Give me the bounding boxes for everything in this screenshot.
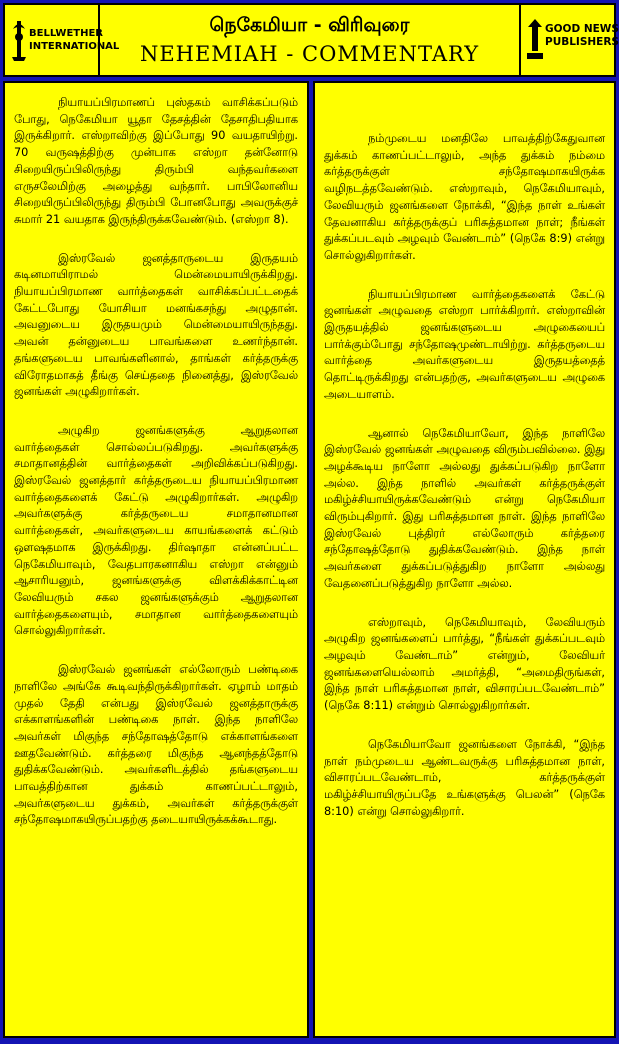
right-column bbox=[313, 81, 616, 1038]
bellwether-ram-icon bbox=[11, 17, 27, 61]
paragraph: நியாயப்பிரமாண வார்த்தைகளைக் கேட்டு ஜனங்கள் அழுவதை எஸ்றா பார்க்கிறார். எஸ்றாவின் இருதயத்தில் ஜனங்களுடைய அழுகையைப் பார்க்கும்போது சந்தோஷமுண்டாயிற்று. கர்த்தருடைய வார்த்தை அவர்களுடைய இருதயத்தைத் தொட்டிருக்கிறது என்பதற்கு, அவர்களுடைய அழுகை அடையாளம். bbox=[324, 287, 605, 401]
paragraph: எஸ்றாவும், நெகேமியாவும், லேவியரும் அழுகிற ஜனங்களைப் பார்த்து, “நீங்கள் துக்கப்படவும் அழவும் வேண்டாம்” என்றும், லேவியர் ஜனங்களையெல்லாம் அமர்த்தி, “அமைதிருங்கள், இந்த நாள் பரிசுத்தமான நாள், விசாரப்படவேண்டாம்” (நெகே 8:11) என்றும் சொல்லுகிறார்கள். bbox=[324, 615, 605, 713]
title-block bbox=[100, 5, 519, 75]
paragraph: நியாயப்பிரமாணப் புஸ்தகம் வாசிக்கப்படும் போது, நெகேமியா யூதா தேசத்தின் தேசாதிபதியாக இருக்கிறார். எஸ்றாவிற்கு இப்போது 90 வயதாயிற்று. 70 வருஷத்திற்கு முன்பாக எஸ்றா தன்னோடு சிறையிருப்பிலிருந்து திரும்பி வந்தவர்களை எருசலேமிற்கு அழைத்து வந்தார். பாபிலோனிய சிறையிருப்பிலிருந்து திரும்பி போனபோது அவருக்குச் சுமார் 21 வயதாக இருந்திருக்கவேண்டும். (எஸ்றா 8). bbox=[14, 96, 298, 226]
paragraph: நெகேமியாவோ ஜனங்களை நோக்கி, “இந்த நாள் நம்முடைய ஆண்டவருக்கு பரிசுத்தமான நாள், விசாரப்படவேண்டாம், கர்த்தருக்குள் மகிழ்ச்சியாயிருப்பதே உங்களுக்கு பெலன்” (நெகே 8:10) என்று சொல்லுகிறார். bbox=[324, 737, 605, 818]
title-tamil: நெகேமியா - விரிவுரை bbox=[209, 14, 410, 36]
header-banner bbox=[3, 3, 619, 77]
paragraph: ஆனால் நெகேமியாவோ, இந்த நாளிலே இஸ்ரவேல் ஜனங்கள் அழுவதை விரும்பவில்லை. இது அழக்கூடிய நாளோ அல்லது துக்கப்படுகிற நாளோ அல்ல. இந்த நாளில் அவர்கள் கர்த்தருக்குள் மகிழ்ச்சியாயிருக்கவேண்டும் என்று நெகேமியா விரும்புகிறார். இது பரிசுத்தமான நாள். இந்த நாளிலே இஸ்ரவேல் புத்திரர் எல்லோரும் கர்த்தரை சந்தோஷத்தோடு துதிக்கவேண்டும். இந்த நாள் அவர்களை துக்கப்படுத்துகிற நாளோ அல்லது வேதனைப்படுத்துகிற நாளோ அல்ல. bbox=[324, 426, 605, 590]
title-english: NEHEMIAH - COMMENTARY bbox=[139, 42, 480, 66]
paragraph: அழுகிற ஜனங்களுக்கு ஆறுதலான வார்த்தைகள் சொல்லப்படுகிறது. அவர்களுக்கு சமாதானத்தின் வார்த்தைகள் அறிவிக்கப்படுகிறது. இஸ்ரவேல் ஜனத்தார் கர்த்தருடைய நியாயப்பிரமாண வார்த்தைகளைக் கேட்டு அழுகிறார்கள். அழுகிற அவர்களுக்கு கர்த்தருடைய சமாதானமான வார்த்தைகள், அவர்களுடைய காயங்களைக் கட்டும் ஔஷதமாக இருக்கிறது. திர்ஷாதா என்னப்பட்ட நெகேமியாவும், வேதபாரகனாகிய எஸ்றா என்னும் ஆசாரியனும், ஜனங்களுக்கு விளக்கிக்காட்டின லேவியரும் சகல ஜனங்களுக்கும் ஆறுதலான வார்த்தைகளையும், சமாதான வார்த்தைகளையும் சொல்லுகிறார்கள். bbox=[14, 423, 298, 638]
left-column bbox=[3, 81, 309, 1038]
bellwether-logo bbox=[5, 5, 120, 75]
paragraph: நம்முடைய மனதிலே பாவத்திற்கேதுவான துக்கம் காணப்பட்டாலும், அந்த துக்கம் நம்மை கர்த்தருக்குள் சந்தோஷமாகயிருக்க வழிநடத்தவேண்டும். எஸ்றாவும், நெகேமியாவும், லேவியரும் ஜனங்களை நோக்கி, “இந்த நாள் உங்கள் தேவனாகிய கர்த்தருக்குப் பரிசுத்தமான நாள்; நீங்கள் துக்கப்படவும் அழவும் வேண்டாம்” (நெகே 8:9) என்று சொல்லுகிறார்கள். bbox=[324, 132, 605, 262]
bellwether-logo-text: BELLWETHER INTERNATIONAL bbox=[29, 28, 120, 52]
paragraph: இஸ்ரவேல் ஜனங்கள் எல்லோரும் பண்டிகை நாளிலே அங்கே கூடிவந்திருக்கிறார்கள். ஏழாம் மாதம் முதல் தேதி என்பது இஸ்ரவேல் ஜனத்தாருக்கு எக்காளங்களின் பண்டிகை நாள். இந்த நாளிலே அவர்கள் மிகுந்த சந்தோஷத்தோடு எக்காளங்களை ஊதவேண்டும். கர்த்தரை மிகுந்த ஆனந்தத்தோடு துதிக்கவேண்டும். அவர்களிடத்தில் தங்களுடைய பாவத்திற்கான துக்கம் காணப்பட்டாலும், அவர்களுடைய துக்கம், அவர்கள் கர்த்தருக்குள் சந்தோஷமாகயிருப்பதற்கு தடையாயிருக்கக்கூடாது. bbox=[14, 663, 298, 827]
paragraph: இஸ்ரவேல் ஜனத்தாருடைய இருதயம் கடினமாயிராமல் மென்மையாயிருக்கிறது. நியாயப்பிரமாண வார்த்தைகள் வாசிக்கப்பட்டதைக் கேட்டபோது யோசியா மனங்கசந்து அழுதான். அவனுடைய இருதயமும் மென்மையாயிருந்தது. அவன் தன்னுடைய பாவங்களை உணர்ந்தான். தங்களுடைய பாவங்களினால், தாங்கள் கர்த்தருக்கு விரோதமாகத் தீங்கு செய்ததை நினைத்து, இஸ்ரவேல் ஜனங்கள் அழுகிறார்கள். bbox=[14, 251, 298, 399]
good-news-logo-text: GOOD NEWS PUBLISHERS bbox=[545, 23, 619, 48]
good-news-book-icon bbox=[526, 17, 544, 61]
good-news-logo bbox=[519, 5, 619, 75]
